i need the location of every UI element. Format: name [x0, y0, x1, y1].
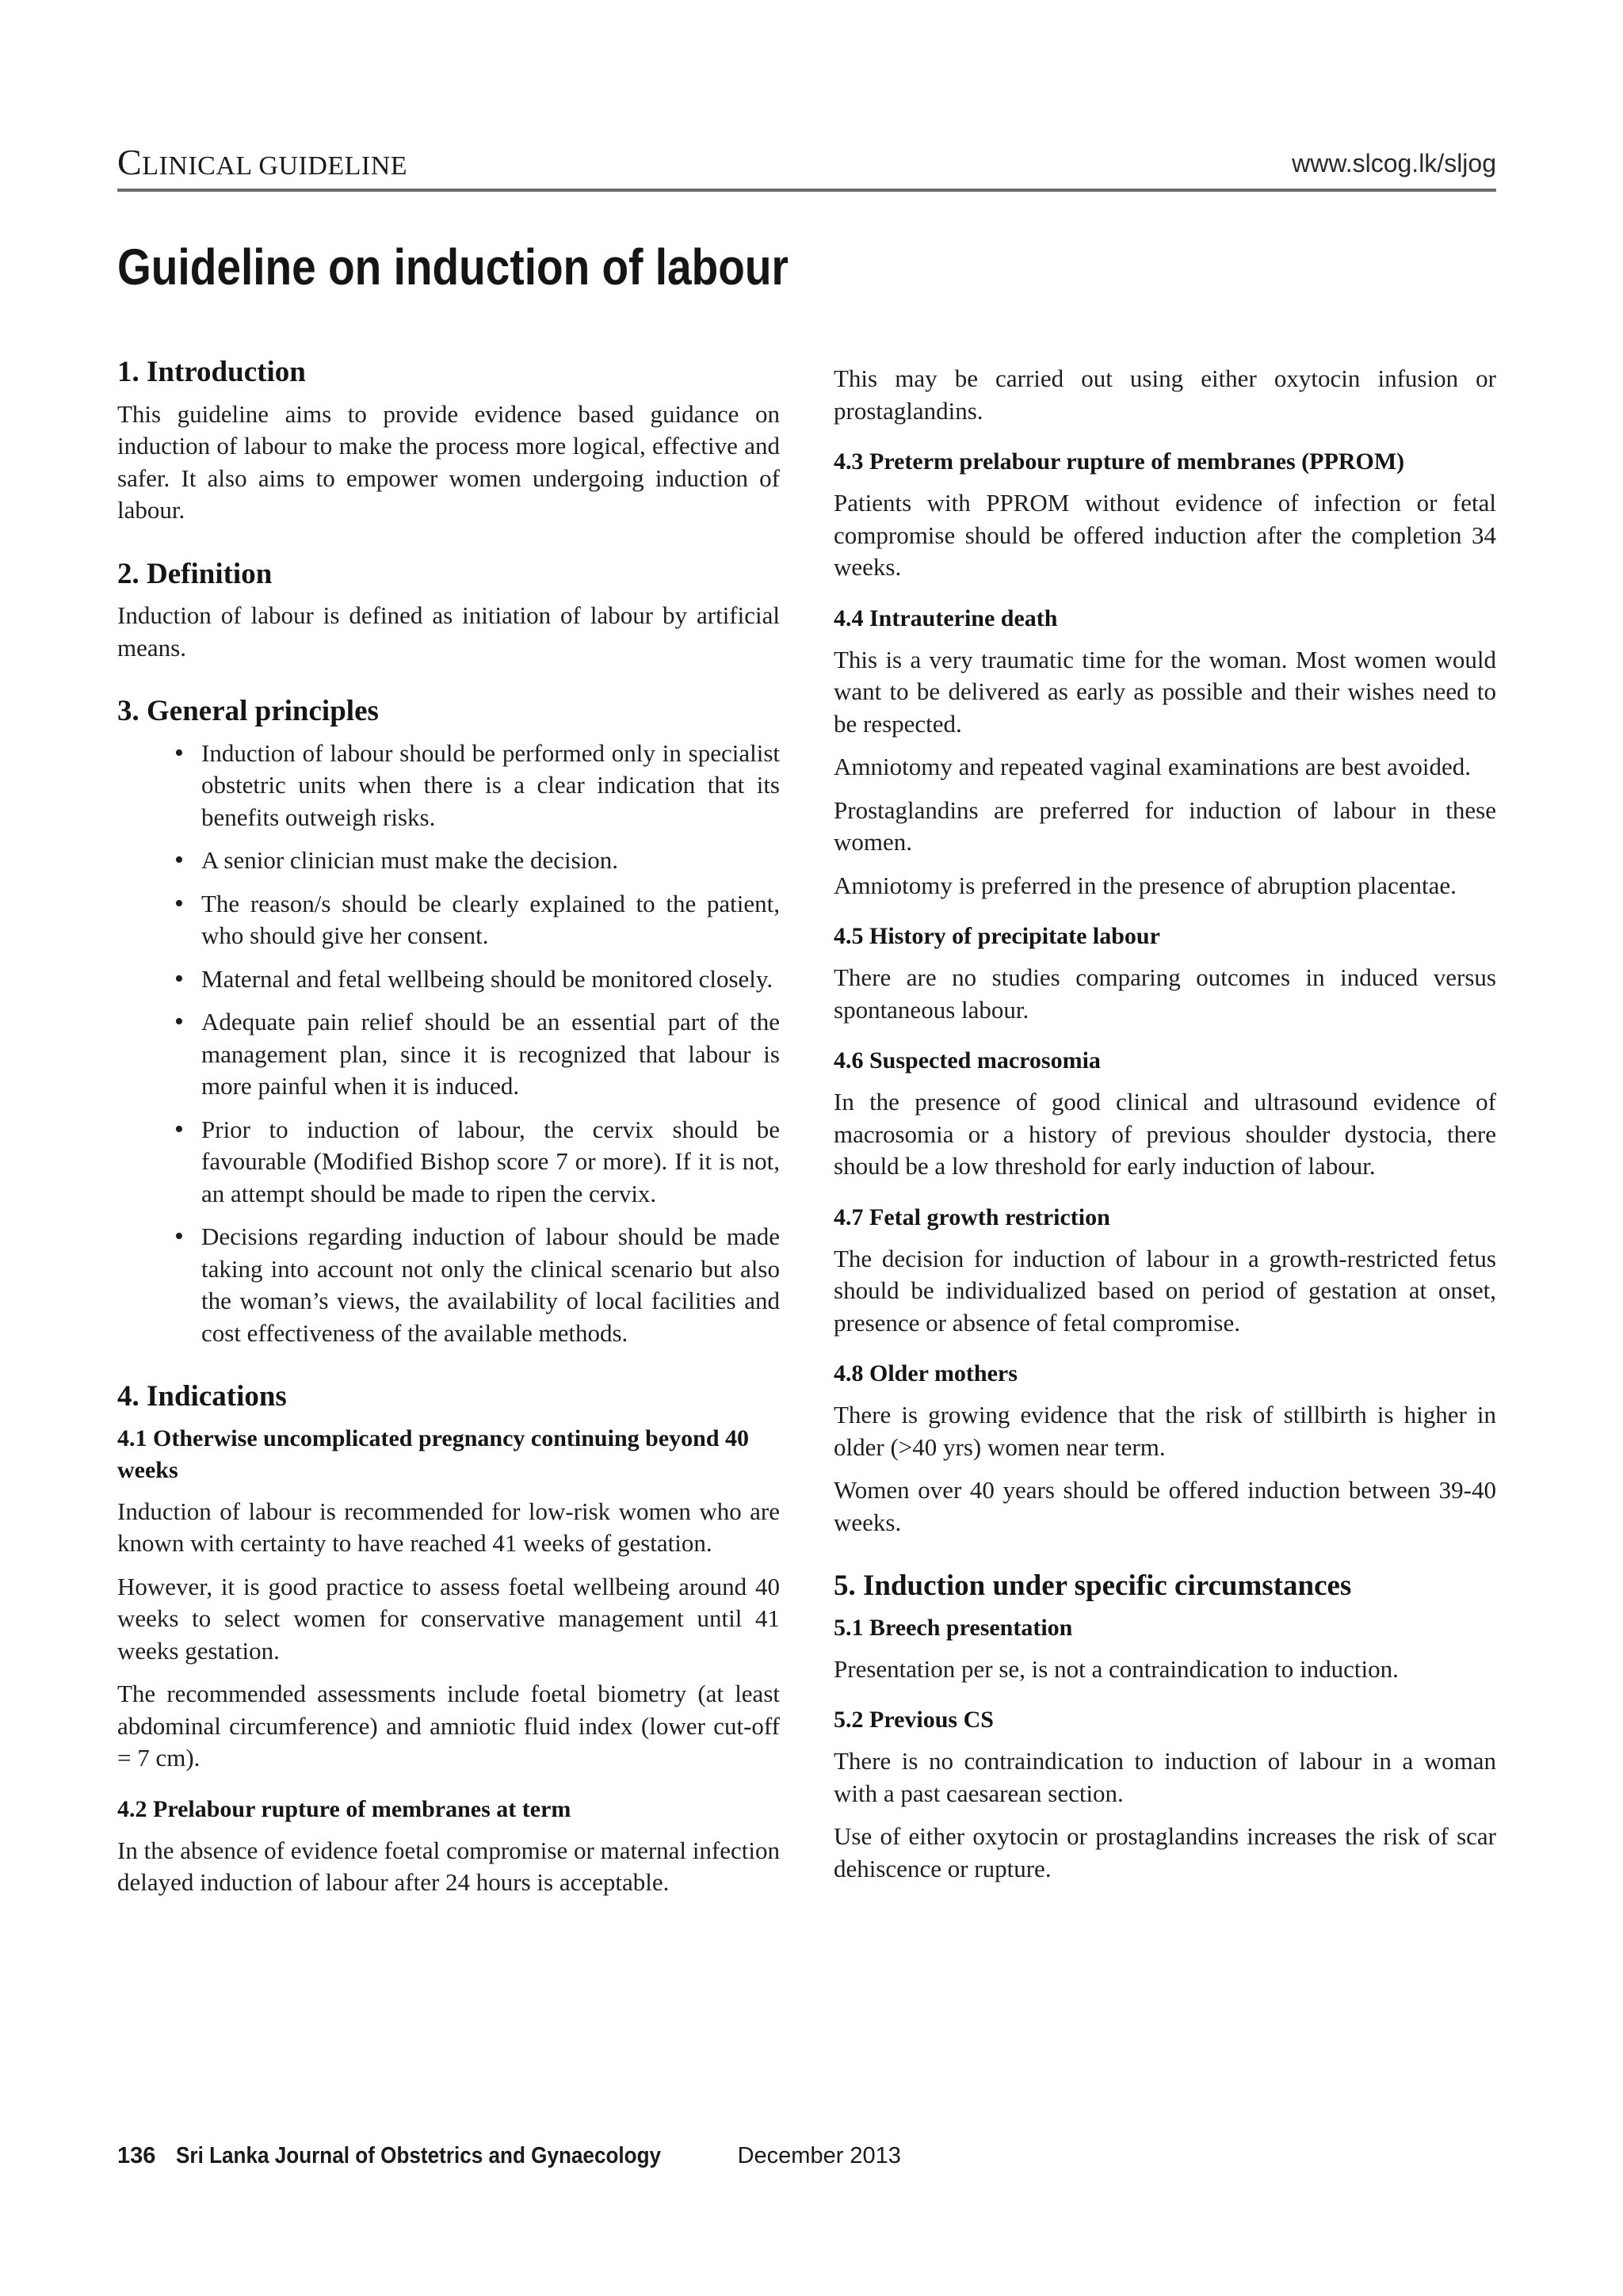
subsection-heading: 4.3 Preterm prelabour rupture of membranes (PPROM) [834, 448, 1405, 475]
paragraph: Induction of labour is recommended for low-risk women who are known with certainty to have reached 41 weeks of gestation. [117, 1497, 780, 1557]
subsection-5-2 [834, 1704, 1496, 1885]
subsection-heading: 4.4 Intrauterine death [834, 605, 1058, 631]
list-item: • Maternal and fetal wellbeing should be monitored closely. [201, 963, 780, 996]
section-heading: 2. Definition [117, 557, 273, 590]
section-heading: 3. General principles [117, 695, 379, 727]
page-header [117, 141, 1496, 192]
subsection-heading: 4.1 Otherwise uncomplicated pregnancy continuing beyond 40 weeks [117, 1425, 750, 1483]
paragraph: Presentation per se, is not a contraindication to induction. [834, 1654, 1399, 1683]
list-item: • Decisions regarding induction of labour should be made taking into account not only the clinical scenario but also the woman’s views, the availability of local facilities and cost effectiveness of the available methods. [201, 1221, 780, 1349]
list-item: • A senior clinician must make the decision. [201, 845, 780, 877]
page-number: 136 [117, 2143, 156, 2168]
subsection-4-2-continued [834, 363, 1496, 427]
paragraph: There is growing evidence that the risk of stillbirth is higher in older (>40 yrs) women near term. [834, 1401, 1496, 1461]
subsection-4-8 [834, 1358, 1496, 1539]
paragraph: However, it is good practice to assess foetal wellbeing around 40 weeks to select women for conservative management until 41 weeks gestation. [117, 1572, 780, 1665]
section-introduction [117, 357, 780, 527]
subsection-heading: 4.6 Suspected macrosomia [834, 1047, 1101, 1074]
subsection-heading: 5.2 Previous CS [834, 1707, 994, 1733]
section-definition [117, 559, 780, 665]
subsection-heading: 4.7 Fetal growth restriction [834, 1203, 1110, 1230]
paragraph: Use of either oxytocin or prostaglandins increases the risk of scar dehiscence or rupture. [834, 1822, 1496, 1882]
principles-list [117, 738, 780, 1350]
subsection-heading: 4.2 Prelabour rupture of membranes at term [117, 1795, 571, 1822]
paragraph: Prostaglandins are preferred for induction of labour in these women. [834, 795, 1496, 856]
subsection-heading: 4.5 History of precipitate labour [834, 923, 1160, 949]
subsection-5-1 [834, 1612, 1496, 1686]
running-head-rest: LINICAL GUIDELINE [142, 151, 408, 181]
section-general-principles [117, 696, 780, 1349]
paragraph: Amniotomy is preferred in the presence of abruption placentae. [834, 871, 1457, 899]
paragraph: This guideline aims to provide evidence based guidance on induction of labour to make the process more logical, effective and safer. It also aims to empower women undergoing induction of labour. [117, 399, 780, 524]
paragraph: The recommended assessments include foetal biometry (at least abdominal circumference) and amniotic fluid index (lower cut-off = 7 cm). [117, 1680, 780, 1772]
paragraph: The decision for induction of labour in a growth-restricted fetus should be individualized based on period of gestation at onset, presence or absence of fetal compromise. [834, 1244, 1496, 1337]
running-head [117, 141, 407, 183]
paragraph: Amniotomy and repeated vaginal examinations are best avoided. [834, 753, 1472, 780]
subsection-heading: 5.1 Breech presentation [834, 1614, 1073, 1641]
subsection-4-1 [117, 1423, 780, 1775]
journal-name: Sri Lanka Journal of Obstetrics and Gynaecology [176, 2143, 662, 2168]
subsection-4-3 [834, 446, 1496, 584]
list-item: • Adequate pain relief should be an essential part of the management plan, since it is recognized that labour is more painful when it is induced. [201, 1006, 780, 1103]
paragraph: In the absence of evidence foetal compromise or maternal infection delayed induction of labour after 24 hours is acceptable. [117, 1836, 780, 1896]
paragraph: This may be carried out using either oxytocin infusion or prostaglandins. [834, 364, 1496, 425]
subsection-4-7 [834, 1202, 1496, 1340]
section-heading: 1. Introduction [117, 356, 306, 388]
right-column [834, 363, 1496, 1904]
paragraph: In the presence of good clinical and ultrasound evidence of macrosomia or a history of previous shoulder dystocia, there should be a low threshold for early induction of labour. [834, 1088, 1496, 1180]
list-item: • Prior to induction of labour, the cervix should be favourable (Modified Bishop score 7 or more). If it is not, an attempt should be made to ripen the cervix. [201, 1114, 780, 1211]
paragraph: There are no studies comparing outcomes in induced versus spontaneous labour. [834, 963, 1496, 1024]
site-url-link[interactable]: www.slcog.lk/sljog [1292, 149, 1496, 177]
section-heading: 5. Induction under specific circumstances [834, 1569, 1352, 1602]
subsection-4-6 [834, 1045, 1496, 1183]
page-footer [117, 2143, 901, 2169]
issue-date: December 2013 [737, 2143, 901, 2168]
subsection-4-4 [834, 603, 1496, 902]
subsection-heading: 4.8 Older mothers [834, 1360, 1018, 1386]
paragraph: There is no contraindication to induction of labour in a woman with a past caesarean section. [834, 1747, 1496, 1807]
left-column [117, 357, 780, 1931]
paragraph: Women over 40 years should be offered induction between 39-40 weeks. [834, 1476, 1496, 1536]
subsection-4-5 [834, 921, 1496, 1026]
paragraph: This is a very traumatic time for the woman. Most women would want to be delivered as early as possible and their wishes need to be respected. [834, 645, 1496, 738]
running-head-initial: C [117, 142, 143, 182]
subsection-4-2 [117, 1794, 780, 1899]
section-heading: 4. Indications [117, 1380, 287, 1413]
section-indications [117, 1381, 780, 1899]
article-title: Guideline on induction of labour [117, 238, 789, 296]
list-item: • Induction of labour should be performed only in specialist obstetric units when there is a clear indication that its benefits outweigh risks. [201, 738, 780, 834]
list-item: • The reason/s should be clearly explained to the patient, who should give her consent. [201, 888, 780, 952]
paragraph: Patients with PPROM without evidence of infection or fetal compromise should be offered induction after the completion 34 weeks. [834, 489, 1496, 581]
paragraph: Induction of labour is defined as initiation of labour by artificial means. [117, 601, 780, 662]
